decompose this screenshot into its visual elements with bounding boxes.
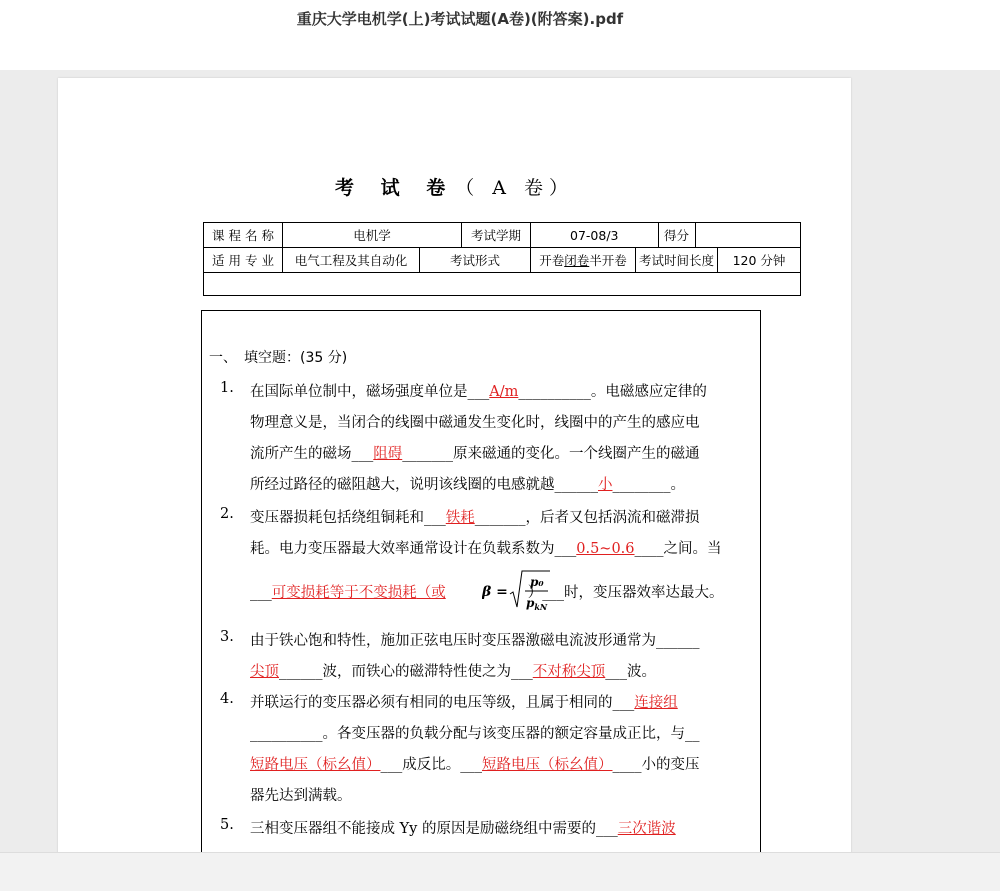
table-cell: 得分 xyxy=(658,223,695,248)
pdf-page xyxy=(58,78,851,852)
pdf-viewer[interactable] xyxy=(0,70,1000,852)
table-cell: 电机学 xyxy=(283,223,462,248)
answer: 短路电压（标幺值） xyxy=(250,757,381,773)
table-cell: 07-08/3 xyxy=(531,223,659,248)
table-cell: 考试学期 xyxy=(462,223,531,248)
text: ____小的变压 xyxy=(612,757,700,773)
table-cell xyxy=(695,223,801,248)
answer: 铁耗 xyxy=(445,510,475,526)
table-cell: 考试时间长度 xyxy=(636,248,718,273)
text: 流所产生的磁场___ xyxy=(250,446,374,462)
text: ________。 xyxy=(612,477,685,493)
text: _______，后者又包括涡流和磁滞损 xyxy=(474,510,700,526)
table-cell: 考试形式 xyxy=(420,248,531,273)
section-heading: 一、 填空题：(35 分) xyxy=(209,350,348,366)
answer: 阻碍 xyxy=(373,446,403,462)
q2-line2 xyxy=(250,537,722,558)
exam-title xyxy=(58,173,851,200)
question-number: 4. xyxy=(220,691,234,707)
beta-formula xyxy=(482,567,554,617)
table-cell: 课 程 名 称 xyxy=(204,223,283,248)
formula-numerator: p₀ xyxy=(530,575,544,589)
q1-line3 xyxy=(250,442,700,463)
formula-denominator: $p_{kN}$ xyxy=(526,596,548,612)
formula-lhs: β = xyxy=(482,584,508,600)
answer: 尖顶 xyxy=(250,664,279,680)
q1-line1 xyxy=(250,380,707,401)
question-number: 1. xyxy=(220,380,234,396)
answer: 小 xyxy=(598,477,613,493)
answer: （或 xyxy=(416,585,446,601)
table-row xyxy=(204,273,801,296)
text: 所经过路径的磁阻越大，说明该线圈的电感就越______ xyxy=(250,477,598,493)
q4-line1 xyxy=(250,691,678,712)
answer: 短路电压（标幺值） xyxy=(482,757,613,773)
text: ___波。 xyxy=(605,664,656,680)
table-cell: 电气工程及其自动化 xyxy=(283,248,420,273)
title-bar xyxy=(0,0,1000,70)
text: ___ xyxy=(250,585,272,601)
answer: 不对称尖顶 xyxy=(532,664,606,680)
exam-info-table xyxy=(203,222,801,296)
question-number: 3. xyxy=(220,629,234,645)
question-number: 5. xyxy=(220,817,234,833)
text: 变压器损耗包括绕组铜耗和___ xyxy=(250,510,446,526)
q5-line1 xyxy=(250,817,676,838)
exam-title-text: 考 试 卷 xyxy=(334,177,456,199)
text: ）___时，变压器效率达最大。 xyxy=(527,585,724,601)
q4-line3 xyxy=(250,753,700,774)
table-row xyxy=(204,223,801,248)
text: 在国际单位制中，磁场强度单位是___ xyxy=(250,384,490,400)
q1-line4 xyxy=(250,473,685,494)
bottom-bar xyxy=(0,852,1000,891)
text: 并联运行的变压器必须有相同的电压等级，且属于相同的___ xyxy=(250,695,635,711)
answer: 连接组 xyxy=(634,695,678,711)
answer: 可变损耗等于不变损耗 xyxy=(271,585,417,601)
table-cell xyxy=(204,273,801,296)
q3-line1: 由于铁心饱和特性，施加正弦电压时变压器激磁电流波形通常为______ xyxy=(250,633,700,649)
text: ______波，而铁心的磁滞特性使之为___ xyxy=(279,664,533,680)
answer: 0.5~0.6 xyxy=(576,541,635,557)
q4-line2: __________。各变压器的负载分配与该变压器的额定容量成正比，与__ xyxy=(250,726,700,742)
question-number: 2. xyxy=(220,506,234,522)
text: ___成反比。___ xyxy=(380,757,482,773)
table-cell: 适 用 专 业 xyxy=(204,248,283,273)
table-row xyxy=(204,248,801,273)
exam-title-paren: （ A 卷） xyxy=(455,177,575,199)
text: 耗。电力变压器最大效率通常设计在负载系数为___ xyxy=(250,541,577,557)
answer: A/m xyxy=(489,384,519,400)
text: 三相变压器组不能接成 Yy 的原因是励磁绕组中需要的___ xyxy=(250,821,618,837)
text: __________。电磁感应定律的 xyxy=(518,384,707,400)
table-cell: 120 分钟 xyxy=(718,248,801,273)
text: _______原来磁通的变化。一个线圈产生的磁通 xyxy=(402,446,700,462)
q3-line2 xyxy=(250,660,656,681)
q2-line1 xyxy=(250,506,700,527)
question-box xyxy=(201,310,761,852)
q1-line2: 物理意义是，当闭合的线圈中磁通发生变化时，线圈中的产生的感应电 xyxy=(250,415,700,431)
answer: 三次谐波 xyxy=(617,821,676,837)
document-title: 重庆大学电机学(上)考试试题(A卷)(附答案).pdf xyxy=(296,10,624,28)
text: ____之间。当 xyxy=(634,541,722,557)
table-cell: 开卷闭卷半开卷 xyxy=(531,248,636,273)
q4-line4: 器先达到满载。 xyxy=(250,788,352,804)
